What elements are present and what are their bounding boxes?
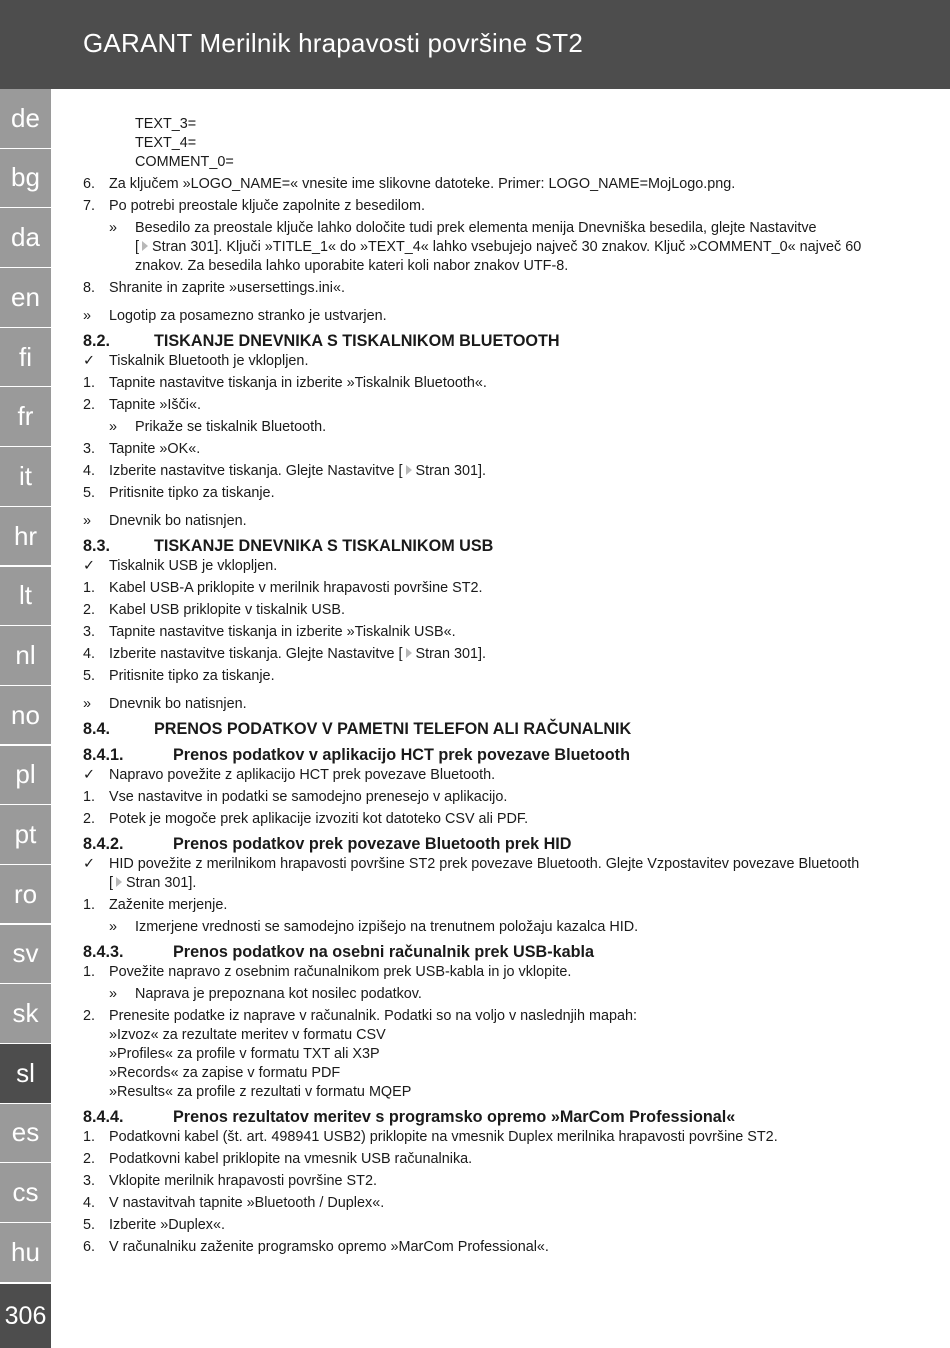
result-marker: » (109, 986, 118, 1002)
step-text: Tapnite »Išči«. (109, 397, 201, 413)
step-number: 5. (83, 668, 96, 684)
subsection-title: Prenos podatkov na osebni računalnik prek USB-kabla (173, 943, 594, 961)
step-text: Podatkovni kabel priklopite na vmesnik USB računalnika. (109, 1151, 473, 1167)
lang-tab-pt[interactable]: pt (0, 805, 51, 864)
prerequisite (83, 855, 893, 893)
step-number: 4. (83, 646, 96, 662)
lang-tab-lt[interactable]: lt (0, 567, 51, 626)
subsection-heading (83, 834, 893, 855)
result-text: Dnevnik bo natisnjen. (109, 513, 247, 529)
result-marker: » (83, 696, 92, 712)
result-marker: » (83, 308, 92, 324)
check-icon: ✓ (83, 558, 96, 574)
step-number: 5. (83, 1217, 96, 1233)
step-text: Shranite in zaprite »usersettings.ini«. (109, 280, 345, 296)
step-number: 3. (83, 1173, 96, 1189)
check-icon: ✓ (83, 856, 96, 872)
folder-item: »Profiles« za profile v formatu TXT ali X3P (109, 1046, 380, 1062)
page-content (83, 115, 893, 1257)
lang-tab-hr[interactable]: hr (0, 507, 51, 566)
reference-arrow-icon (116, 877, 122, 887)
subsection-heading (83, 942, 893, 963)
step-number: 2. (83, 811, 96, 827)
lang-tab-sl[interactable]: sl (0, 1044, 51, 1103)
step-text: Zaženite merjenje. (109, 897, 228, 913)
prerequisite (83, 557, 893, 576)
lang-tab-ro[interactable]: ro (0, 865, 51, 924)
result-text: ]. Ključi »TITLE_1« do »TEXT_4« lahko vsebujejo največ 30 znakov. Ključ »COMMENT_0« največ 60 (214, 239, 862, 255)
lang-tab-it[interactable]: it (0, 447, 51, 506)
page-header (0, 0, 950, 89)
list-item (83, 1128, 893, 1147)
page-reference-link[interactable] (113, 875, 188, 891)
list-item (83, 896, 893, 915)
prerequisite (83, 766, 893, 785)
lang-tab-hu[interactable]: hu (0, 1223, 51, 1282)
step-text: Po potrebi preostale ključe zapolnite z besedilom. (109, 198, 425, 214)
prerequisite-text: Napravo povežite z aplikacijo HCT prek povezave Bluetooth. (109, 767, 496, 783)
list-item (83, 810, 893, 829)
step-number: 2. (83, 1008, 96, 1024)
step-text: Kabel USB priklopite v tiskalnik USB. (109, 602, 345, 618)
step-text-part: Izberite nastavitve tiskanja. Glejte Nastavitve [ (109, 646, 403, 662)
list-item (83, 788, 893, 807)
step-text-part: Izberite nastavitve tiskanja. Glejte Nastavitve [ (109, 463, 403, 479)
lang-tab-en[interactable]: en (0, 268, 51, 327)
list-item (83, 1216, 893, 1235)
section-number: 8.2. (83, 332, 111, 350)
step-number: 6. (83, 1239, 96, 1255)
subsection-heading (83, 745, 893, 766)
subsection-heading (83, 1107, 893, 1128)
step-number: 6. (83, 176, 96, 192)
step-number: 5. (83, 485, 96, 501)
list-item (83, 645, 893, 664)
step-number: 3. (83, 441, 96, 457)
ini-line: COMMENT_0= (135, 154, 234, 170)
lang-tab-da[interactable]: da (0, 208, 51, 267)
lang-tab-es[interactable]: es (0, 1104, 51, 1163)
document-title: GARANT Merilnik hrapavosti površine ST2 (83, 28, 584, 58)
reference-arrow-icon (406, 648, 412, 658)
list-item (83, 197, 893, 216)
list-item (83, 601, 893, 620)
result-line (135, 238, 893, 257)
page-number: 306 (0, 1284, 51, 1348)
subsection-title: Prenos podatkov prek povezave Bluetooth prek HID (173, 835, 572, 853)
list-item (83, 667, 893, 686)
step-text-part: ]. (477, 463, 486, 479)
list-item (83, 175, 893, 194)
step-number: 4. (83, 1195, 96, 1211)
result-text: Izmerjene vrednosti se samodejno izpišejo na trenutnem položaju kazalca HID. (135, 919, 639, 935)
language-sidebar (0, 89, 51, 1283)
step-text: Pritisnite tipko za tiskanje. (109, 668, 275, 684)
list-item (83, 396, 893, 415)
subsection-number: 8.4.4. (83, 1108, 124, 1126)
ini-line: TEXT_3= (135, 116, 197, 132)
prerequisite (83, 352, 893, 371)
prerequisite-text: HID povežite z merilnikom hrapavosti površine ST2 prek povezave Bluetooth. Glejte Vzpostavitev povezave Bluetooth (109, 856, 860, 872)
reference-text: Stran 301 (415, 463, 478, 479)
list-item (83, 374, 893, 393)
subsection-number: 8.4.2. (83, 835, 124, 853)
check-icon: ✓ (83, 353, 96, 369)
step-text: Vklopite merilnik hrapavosti površine ST2. (109, 1173, 377, 1189)
bracket: [ (109, 875, 113, 891)
section-title: PRENOS PODATKOV V PAMETNI TELEFON ALI RAČUNALNIK (154, 720, 632, 738)
result-text: Prikaže se tiskalnik Bluetooth. (135, 419, 327, 435)
step-result (83, 918, 893, 937)
lang-tab-bg[interactable]: bg (0, 149, 51, 208)
step-text: V računalniku zaženite programsko opremo »MarCom Professional«. (109, 1239, 549, 1255)
page-reference-link[interactable] (139, 239, 214, 255)
step-text (83, 645, 893, 664)
lang-tab-nl[interactable]: nl (0, 626, 51, 685)
prerequisite-text (83, 874, 893, 893)
result-text: Naprava je prepoznana kot nosilec podatkov. (135, 986, 422, 1002)
reference-text: Stran 301 (126, 875, 189, 891)
result-marker: » (109, 220, 118, 236)
step-number: 1. (83, 964, 96, 980)
step-number: 1. (83, 1129, 96, 1145)
reference-arrow-icon (142, 241, 148, 251)
step-text (83, 462, 893, 481)
section-title: TISKANJE DNEVNIKA S TISKALNIKOM BLUETOOTH (154, 332, 560, 350)
result-text: Dnevnik bo natisnjen. (109, 696, 247, 712)
section-title: TISKANJE DNEVNIKA S TISKALNIKOM USB (154, 537, 494, 555)
step-text: V nastavitvah tapnite »Bluetooth / Duplex«. (109, 1195, 385, 1211)
step-number: 2. (83, 397, 96, 413)
list-item (83, 579, 893, 598)
result-line: znakov. Za besedila lahko uporabite kateri koli nabor znakov UTF-8. (135, 258, 569, 274)
check-icon: ✓ (83, 767, 96, 783)
step-text-part: ]. (477, 646, 486, 662)
section-heading (83, 536, 893, 557)
list-item (83, 1150, 893, 1169)
step-number: 1. (83, 375, 96, 391)
list-item (83, 1194, 893, 1213)
lang-tab-fr[interactable]: fr (0, 387, 51, 446)
step-text: Vse nastavitve in podatki se samodejno prenesejo v aplikacijo. (109, 789, 508, 805)
prerequisite-text: Tiskalnik Bluetooth je vklopljen. (109, 353, 309, 369)
section-number: 8.4. (83, 720, 111, 738)
lang-tab-sk[interactable]: sk (0, 984, 51, 1043)
page-reference-link[interactable] (403, 646, 478, 662)
lang-tab-sv[interactable]: sv (0, 925, 51, 984)
lang-tab-fi[interactable]: fi (0, 328, 51, 387)
section-number: 8.3. (83, 537, 111, 555)
step-result (83, 418, 893, 437)
list-item (83, 1007, 893, 1102)
step-text: Potek je mogoče prek aplikacije izvoziti kot datoteko CSV ali PDF. (109, 811, 529, 827)
step-text: Izberite »Duplex«. (109, 1217, 225, 1233)
list-item (83, 279, 893, 298)
step-text: Tapnite »OK«. (109, 441, 201, 457)
ini-line: TEXT_4= (135, 135, 197, 151)
section-heading (83, 331, 893, 352)
step-number: 2. (83, 1151, 96, 1167)
list-item (83, 1172, 893, 1191)
subsection-title: Prenos rezultatov meritev s programsko opremo »MarCom Professional« (173, 1108, 736, 1126)
step-text: Tapnite nastavitve tiskanja in izberite »Tiskalnik Bluetooth«. (109, 375, 487, 391)
list-item (83, 1238, 893, 1257)
step-result (83, 219, 893, 276)
prerequisite-text: Tiskalnik USB je vklopljen. (109, 558, 278, 574)
page-reference-link[interactable] (403, 463, 478, 479)
result-line: Besedilo za preostale ključe lahko določite tudi prek elementa menija Dnevniška besedila, glejte Nastavitve (135, 220, 817, 236)
lang-tab-cs[interactable]: cs (0, 1163, 51, 1222)
result-marker: » (109, 419, 118, 435)
section-heading (83, 719, 893, 740)
folder-item: »Izvoz« za rezultate meritev v formatu CSV (109, 1027, 386, 1043)
step-number: 3. (83, 624, 96, 640)
step-text: Pritisnite tipko za tiskanje. (109, 485, 275, 501)
step-number: 2. (83, 602, 96, 618)
subsection-number: 8.4.3. (83, 943, 124, 961)
step-text: Povežite napravo z osebnim računalnikom prek USB-kabla in jo vklopite. (109, 964, 572, 980)
reference-text: Stran 301 (152, 239, 215, 255)
subsection-number: 8.4.1. (83, 746, 124, 764)
folder-item: »Results« za profile z rezultati v formatu MQEP (109, 1084, 412, 1100)
bracket: [ (135, 239, 139, 255)
reference-text: Stran 301 (415, 646, 478, 662)
result-line (83, 512, 893, 531)
step-result (83, 985, 893, 1004)
list-item (83, 623, 893, 642)
lang-tab-no[interactable]: no (0, 686, 51, 745)
list-item (83, 484, 893, 503)
step-text: Kabel USB-A priklopite v merilnik hrapavosti površine ST2. (109, 580, 483, 596)
step-number: 1. (83, 897, 96, 913)
list-item (83, 963, 893, 982)
step-text: Tapnite nastavitve tiskanja in izberite »Tiskalnik USB«. (109, 624, 456, 640)
result-line (83, 695, 893, 714)
step-number: 1. (83, 789, 96, 805)
list-item (83, 440, 893, 459)
result-marker: » (83, 513, 92, 529)
result-marker: » (109, 919, 118, 935)
step-text: Prenesite podatke iz naprave v računalnik. Podatki so na voljo v naslednjih mapah: (109, 1008, 637, 1024)
subsection-title: Prenos podatkov v aplikacijo HCT prek povezave Bluetooth (173, 746, 630, 764)
step-number: 7. (83, 198, 96, 214)
bracket: ]. (188, 875, 197, 891)
step-number: 8. (83, 280, 96, 296)
step-number: 1. (83, 580, 96, 596)
lang-tab-de[interactable]: de (0, 89, 51, 148)
folder-item: »Records« za zapise v formatu PDF (109, 1065, 341, 1081)
reference-arrow-icon (406, 465, 412, 475)
result-text: Logotip za posamezno stranko je ustvarjen. (109, 308, 387, 324)
lang-tab-pl[interactable]: pl (0, 746, 51, 805)
step-text: Podatkovni kabel (št. art. 498941 USB2) priklopite na vmesnik Duplex merilnika hrapavosti površine ST2. (109, 1129, 778, 1145)
result-line (83, 307, 893, 326)
step-text: Za ključem »LOGO_NAME=« vnesite ime slikovne datoteke. Primer: LOGO_NAME=MojLogo.png. (109, 176, 736, 192)
step-number: 4. (83, 463, 96, 479)
list-item (83, 462, 893, 481)
